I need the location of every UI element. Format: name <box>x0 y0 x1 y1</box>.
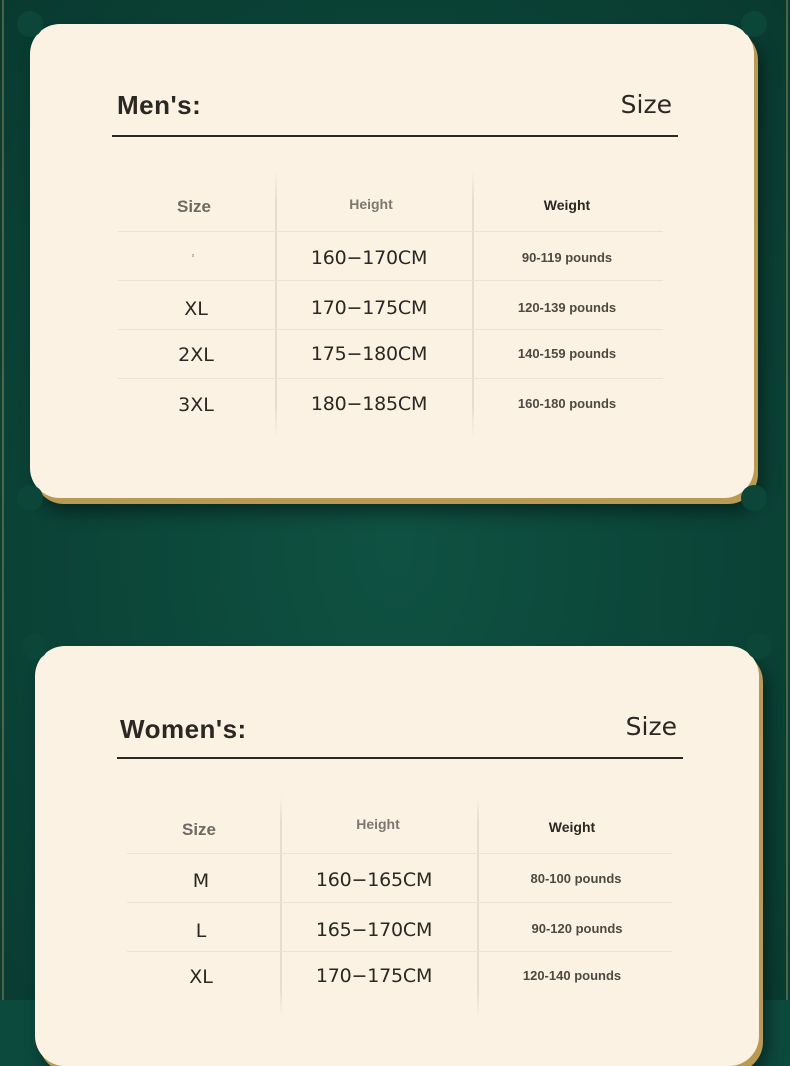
womens-row-2-size: L <box>195 920 207 942</box>
mens-row-3-size: 2XL <box>178 344 214 366</box>
womens-header-weight: Weight <box>548 819 596 835</box>
mens-column-divider <box>472 170 474 438</box>
mens-row-divider <box>118 280 663 281</box>
mens-column-divider <box>275 170 277 438</box>
mens-row-2-height: 170−175CM <box>310 297 428 319</box>
mens-row-3-weight: 140-159 pounds <box>517 346 617 361</box>
right-edge-line <box>786 0 788 1000</box>
mens-row-divider <box>118 378 663 379</box>
womens-size-label: Size <box>625 712 677 741</box>
womens-header-size: Size <box>181 820 217 839</box>
womens-row-3-size: XL <box>189 966 213 988</box>
mens-row-3-height: 175−180CM <box>310 343 428 365</box>
womens-title: Women's: <box>120 714 247 744</box>
womens-row-divider <box>127 951 672 952</box>
mens-row-1-height: 160−170CM <box>310 247 428 269</box>
mens-row-4-weight: 160-180 pounds <box>517 396 617 411</box>
mens-row-divider <box>118 329 663 330</box>
left-edge-line <box>2 0 4 1000</box>
mens-row-2-size: XL <box>184 298 208 320</box>
mens-header-size: Size <box>176 197 212 216</box>
womens-title-rule <box>117 757 683 759</box>
mens-size-label: Size <box>620 90 672 119</box>
womens-column-divider <box>477 796 479 1016</box>
card-corner-notch <box>741 485 767 511</box>
mens-row-4-size: 3XL <box>178 394 214 416</box>
womens-row-3-weight: 120-140 pounds <box>522 968 622 983</box>
mens-row-2-weight: 120-139 pounds <box>517 300 617 315</box>
mens-header-height: Height <box>349 196 393 212</box>
mens-row-1-weight: 90-119 pounds <box>521 250 613 265</box>
womens-row-1-height: 160−165CM <box>315 869 433 891</box>
mens-row-divider <box>118 231 663 232</box>
womens-row-divider <box>127 853 672 854</box>
card-corner-notch <box>17 485 43 511</box>
womens-row-1-size: M <box>192 870 210 892</box>
womens-header-height: Height <box>356 816 400 832</box>
womens-row-divider <box>127 902 672 903</box>
womens-size-card <box>35 646 759 1066</box>
mens-size-card <box>30 24 754 498</box>
womens-row-2-height: 165−170CM <box>315 919 433 941</box>
womens-row-3-height: 170−175CM <box>315 965 433 987</box>
mens-row-1-size: ² <box>191 253 195 261</box>
womens-column-divider <box>280 796 282 1016</box>
womens-row-1-weight: 80-100 pounds <box>530 871 622 886</box>
mens-row-4-height: 180−185CM <box>310 393 428 415</box>
mens-header-weight: Weight <box>543 197 591 213</box>
mens-title: Men's: <box>117 90 202 120</box>
womens-row-2-weight: 90-120 pounds <box>531 921 623 936</box>
mens-title-rule <box>112 135 678 137</box>
